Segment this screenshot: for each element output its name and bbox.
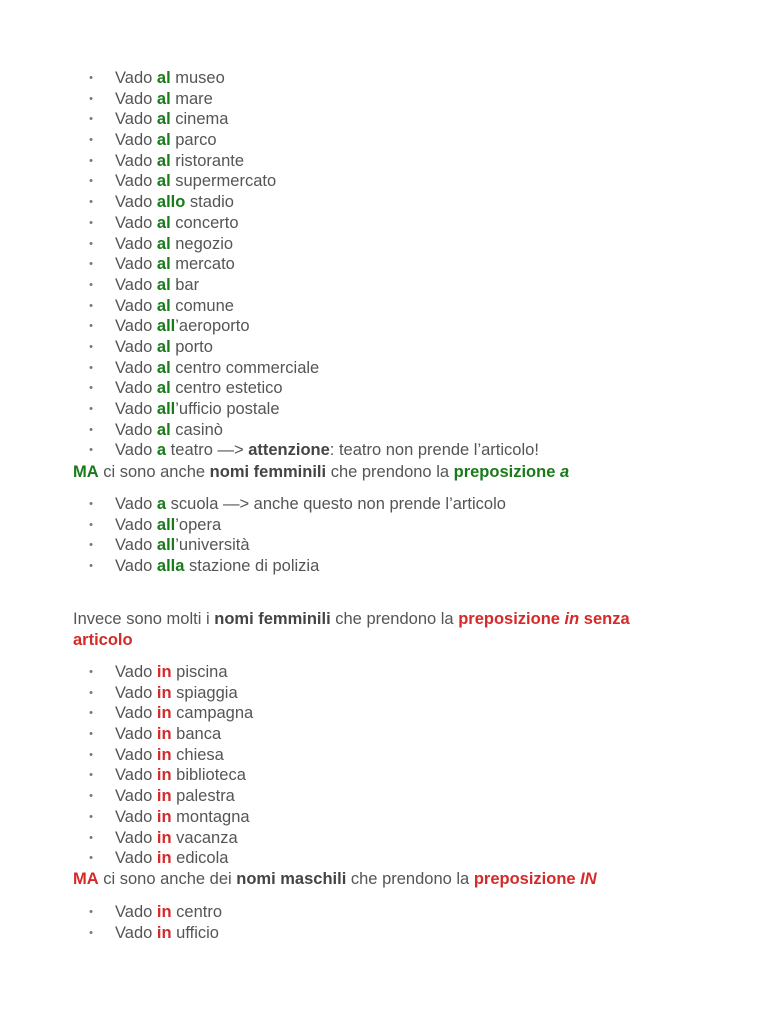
item-text: porto <box>170 337 213 356</box>
attention-word: attenzione <box>248 441 330 460</box>
item-text: Vado <box>115 515 157 534</box>
item-text: Vado <box>115 275 157 294</box>
item-text: centro estetico <box>170 379 283 398</box>
bullet-icon: • <box>89 361 93 374</box>
preposition-label-cont: senza <box>579 610 630 628</box>
bullet-icon: • <box>89 258 93 271</box>
bullet-icon: • <box>89 790 93 803</box>
preposition: in <box>156 725 172 744</box>
list-preposition-in-feminine <box>86 662 253 869</box>
para-bold: nomi femminili <box>209 463 327 481</box>
bullet-icon: • <box>89 852 93 865</box>
item-text: palestra <box>171 787 235 806</box>
preposition: all <box>156 536 176 555</box>
preposition: all <box>156 400 176 418</box>
bullet-icon: • <box>89 299 93 312</box>
preposition: al <box>156 110 171 129</box>
item-text: Vado <box>115 89 157 108</box>
note-preposition-in <box>73 609 713 650</box>
item-text: vacanza <box>171 828 238 847</box>
item-text: Vado <box>115 441 157 460</box>
preposition: al <box>156 358 171 377</box>
item-text: Vado <box>115 172 157 191</box>
preposition-letter: IN <box>580 870 597 888</box>
bullet-icon: • <box>89 707 93 720</box>
list-item <box>86 902 222 923</box>
item-text: ristorante <box>170 151 245 170</box>
list-item <box>86 358 539 379</box>
preposition: a <box>156 495 167 513</box>
list-item <box>86 848 253 869</box>
preposition: al <box>156 337 171 356</box>
list-item <box>86 130 539 151</box>
item-text: stadio <box>185 193 234 212</box>
preposition: in <box>156 663 172 681</box>
preposition: al <box>156 296 171 315</box>
item-text: Vado <box>115 379 157 398</box>
list-item <box>86 703 253 724</box>
bullet-icon: • <box>89 403 93 415</box>
preposition: al <box>156 131 171 150</box>
item-text: Vado <box>115 358 157 377</box>
item-text: ’ufficio postale <box>175 400 280 418</box>
bullet-icon: • <box>89 906 93 918</box>
item-text: Vado <box>115 420 157 439</box>
bullet-icon: • <box>89 831 93 844</box>
list-item <box>86 234 539 255</box>
preposition: in <box>156 745 172 764</box>
list-item <box>86 683 253 704</box>
item-text: scuola —> anche questo non prende l’articolo <box>166 495 506 513</box>
list-item <box>86 440 539 461</box>
note-masculine-preposition-in <box>73 869 713 890</box>
item-text: Vado <box>115 400 157 418</box>
bullet-icon: • <box>89 423 93 436</box>
list-item <box>86 745 253 766</box>
list-item <box>86 316 539 337</box>
bullet-icon: • <box>89 769 93 782</box>
item-text: Vado <box>115 745 157 764</box>
preposition: in <box>156 903 172 921</box>
bullet-icon: • <box>89 666 93 678</box>
ma-label: MA <box>73 870 99 888</box>
item-text: teatro —> <box>166 441 249 460</box>
list-item <box>86 192 539 213</box>
bullet-icon: • <box>89 340 93 353</box>
preposition: al <box>156 255 171 274</box>
preposition: in <box>156 807 172 826</box>
preposition: al <box>156 379 171 398</box>
para-bold: nomi maschili <box>236 870 347 888</box>
preposition: al <box>156 172 171 191</box>
item-text: Vado <box>115 131 157 150</box>
preposition: in <box>156 849 172 868</box>
item-text: spiaggia <box>171 683 238 702</box>
item-text: centro commerciale <box>170 358 320 377</box>
para-text: ci sono anche <box>98 463 210 481</box>
list-item <box>86 337 539 358</box>
item-text: Vado <box>115 193 157 212</box>
preposition: in <box>156 766 172 785</box>
item-text: Vado <box>115 151 157 170</box>
item-text: stazione di polizia <box>184 557 320 576</box>
item-text: Vado <box>115 725 157 744</box>
list-item <box>86 68 539 89</box>
bullet-icon: • <box>89 278 93 291</box>
list-preposition-in-masculine <box>86 902 222 943</box>
preposition: in <box>156 683 172 702</box>
para-text: ci sono anche dei <box>98 870 237 888</box>
preposition: allo <box>156 193 186 212</box>
preposition-letter: a <box>559 463 570 481</box>
bullet-icon: • <box>89 72 93 84</box>
preposition: in <box>156 787 172 806</box>
list-preposition-a-masculine <box>86 68 539 461</box>
preposition: all <box>156 317 176 336</box>
item-text: Vado <box>115 69 157 87</box>
item-text: Vado <box>115 923 157 942</box>
list-item <box>86 420 539 441</box>
preposition: al <box>156 234 171 253</box>
list-item <box>86 213 539 234</box>
bullet-icon: • <box>89 748 93 761</box>
bullet-icon: • <box>89 810 93 823</box>
list-item <box>86 556 506 577</box>
item-text: Vado <box>115 337 157 356</box>
para-text: che prendono la <box>346 870 474 888</box>
item-text: campagna <box>171 704 254 723</box>
list-preposition-a-feminine <box>86 494 506 577</box>
item-text: Vado <box>115 828 157 847</box>
item-text: parco <box>170 131 217 150</box>
preposition: al <box>156 151 171 170</box>
item-text: bar <box>170 275 200 294</box>
item-text: Vado <box>115 557 157 576</box>
list-item <box>86 254 539 275</box>
list-item <box>86 109 539 130</box>
list-item <box>86 494 506 515</box>
item-text: Vado <box>115 296 157 315</box>
bullet-icon: • <box>89 134 93 147</box>
bullet-icon: • <box>89 196 93 209</box>
preposition-letter: in <box>564 610 580 628</box>
item-text: Vado <box>115 234 157 253</box>
item-text: comune <box>170 296 234 315</box>
bullet-icon: • <box>89 518 93 531</box>
list-item <box>86 662 253 683</box>
list-item <box>86 515 506 536</box>
preposition: all <box>156 515 176 534</box>
preposition-label-cont: articolo <box>73 630 133 649</box>
bullet-icon: • <box>89 237 93 250</box>
note-feminine-preposition-a <box>73 462 713 483</box>
item-text: ufficio <box>171 923 219 942</box>
item-text: Vado <box>115 766 157 785</box>
preposition: in <box>156 923 172 942</box>
para-text: Invece sono molti i <box>73 610 215 628</box>
list-item <box>86 151 539 172</box>
bullet-icon: • <box>89 320 93 333</box>
preposition-label: preposizione <box>453 463 560 481</box>
preposition: a <box>156 441 167 460</box>
item-text: centro <box>171 903 223 921</box>
item-text: edicola <box>171 849 229 868</box>
bullet-icon: • <box>89 382 93 395</box>
list-item <box>86 724 253 745</box>
bullet-icon: • <box>89 92 93 105</box>
bullet-icon: • <box>89 686 93 699</box>
list-item <box>86 765 253 786</box>
item-text: Vado <box>115 495 157 513</box>
preposition: in <box>156 828 172 847</box>
item-text: Vado <box>115 663 157 681</box>
preposition: al <box>156 213 171 232</box>
item-text: : teatro non prende l’articolo! <box>329 441 539 460</box>
item-text: Vado <box>115 536 157 555</box>
item-text: cinema <box>170 110 229 129</box>
para-bold: nomi femminili <box>214 610 331 628</box>
bullet-icon: • <box>89 728 93 741</box>
list-item <box>86 535 506 556</box>
preposition: in <box>156 704 172 723</box>
para-text: che prendono la <box>326 463 454 481</box>
item-text: mercato <box>170 255 235 274</box>
item-text: mare <box>170 89 213 108</box>
item-text: banca <box>171 725 222 744</box>
list-item <box>86 807 253 828</box>
preposition: al <box>156 69 171 87</box>
bullet-icon: • <box>89 444 93 457</box>
item-text: museo <box>170 69 225 87</box>
item-text: concerto <box>170 213 239 232</box>
list-item <box>86 171 539 192</box>
bullet-icon: • <box>89 216 93 229</box>
list-item <box>86 786 253 807</box>
para-text: che prendono la <box>330 610 459 628</box>
item-text: supermercato <box>170 172 277 191</box>
bullet-icon: • <box>89 175 93 188</box>
bullet-icon: • <box>89 926 93 939</box>
item-text: ’aeroporto <box>175 317 250 336</box>
item-text: negozio <box>170 234 234 253</box>
item-text: Vado <box>115 255 157 274</box>
item-text: Vado <box>115 704 157 723</box>
preposition: al <box>156 420 171 439</box>
item-text: Vado <box>115 807 157 826</box>
item-text: ’università <box>175 536 250 555</box>
item-text: Vado <box>115 903 157 921</box>
list-item <box>86 399 539 420</box>
item-text: ’opera <box>175 515 222 534</box>
item-text: Vado <box>115 317 157 336</box>
list-item <box>86 275 539 296</box>
preposition: al <box>156 89 171 108</box>
item-text: Vado <box>115 787 157 806</box>
preposition: alla <box>156 557 185 576</box>
list-item <box>86 828 253 849</box>
item-text: Vado <box>115 683 157 702</box>
item-text: Vado <box>115 110 157 129</box>
item-text: montagna <box>171 807 250 826</box>
bullet-icon: • <box>89 154 93 167</box>
bullet-icon: • <box>89 560 93 573</box>
bullet-icon: • <box>89 113 93 126</box>
list-item <box>86 923 222 944</box>
bullet-icon: • <box>89 498 93 510</box>
list-item <box>86 296 539 317</box>
list-item <box>86 378 539 399</box>
item-text: piscina <box>171 663 228 681</box>
ma-label: MA <box>73 463 99 481</box>
preposition-label: preposizione <box>458 610 565 628</box>
item-text: Vado <box>115 849 157 868</box>
item-text: biblioteca <box>171 766 246 785</box>
list-item <box>86 89 539 110</box>
preposition: al <box>156 275 171 294</box>
preposition-label: preposizione <box>473 870 581 888</box>
item-text: chiesa <box>171 745 224 764</box>
item-text: Vado <box>115 213 157 232</box>
item-text: casinò <box>170 420 223 439</box>
bullet-icon: • <box>89 539 93 552</box>
